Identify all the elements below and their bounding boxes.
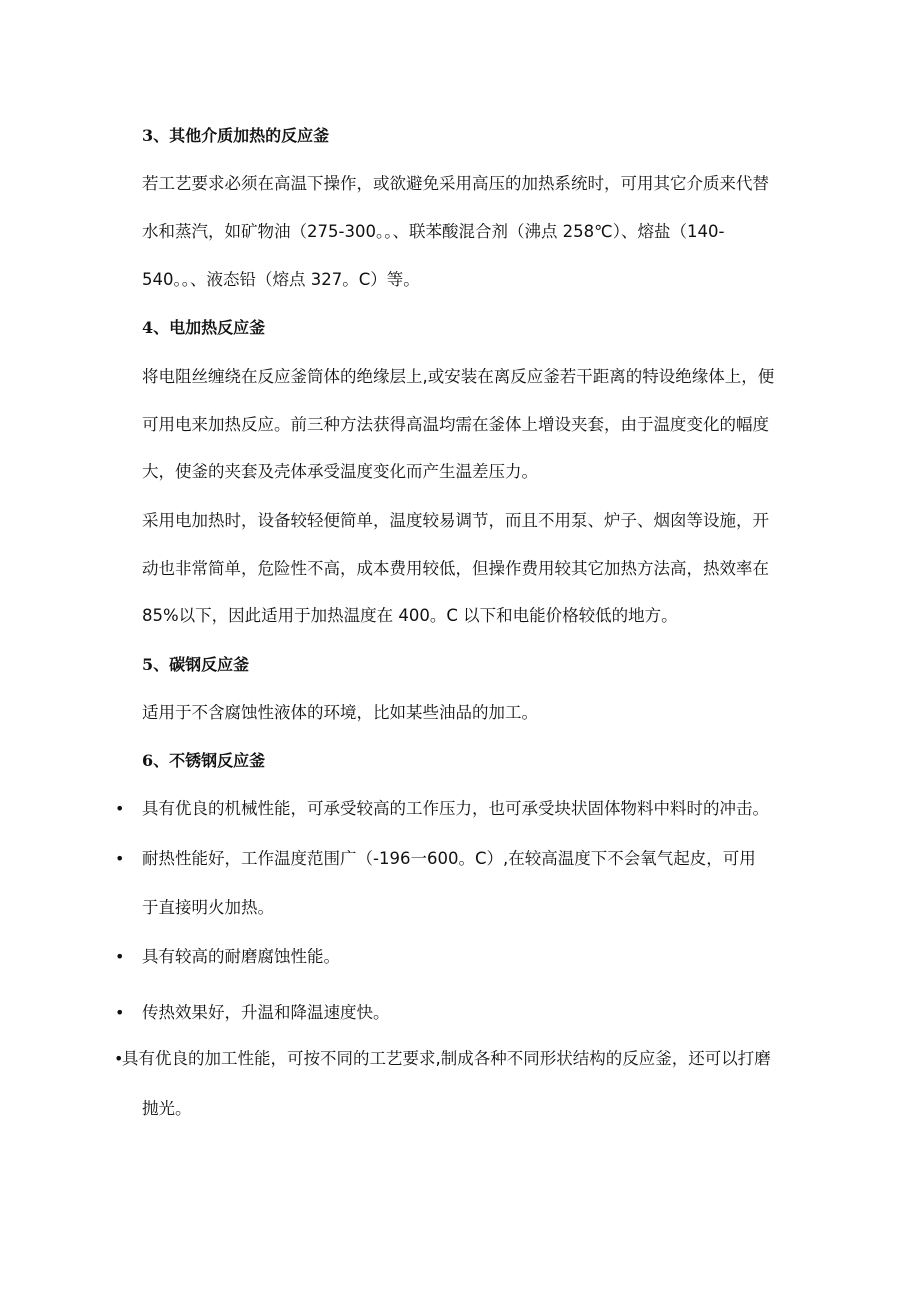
section-4-line-6: 85%以下，因此适用于加热温度在 400。C 以下和电能价格较低的地方。	[142, 606, 678, 625]
bullet-3-text: 具有较高的耐磨腐蚀性能。	[142, 947, 340, 966]
section-4-line-5: 动也非常简单，危险性不高，成本费用较低，但操作费用较其它加热方法高，热效率在	[142, 559, 769, 578]
section-3-line-1: 若工艺要求必须在高温下操作，或欲避免采用高压的加热系统时，可用其它介质来代替	[142, 174, 769, 193]
bullet-marker: •	[115, 849, 125, 868]
bullet-1-text: 具有优良的机械性能，可承受较高的工作压力，也可承受块状固体物料中料时的冲击。	[142, 799, 769, 818]
section-4-line-2: 可用电来加热反应。前三种方法获得高温均需在釜体上增设夹套，由于温度变化的幅度	[142, 415, 769, 434]
bullet-2-text-line-1: 耐热性能好，工作温度范围广（-196一600。C）,在较高温度下不会氧气起皮，可用	[142, 849, 756, 868]
section-4-line-1: 将电阻丝缠绕在反应釜筒体的绝缘层上,或安装在离反应釜若干距离的特设绝缘体上，便	[142, 367, 775, 386]
section-5-line-1: 适用于不含腐蚀性液体的环境，比如某些油品的加工。	[142, 703, 538, 722]
section-4-line-3: 大，使釜的夹套及壳体承受温度变化而产生温差压力。	[142, 462, 538, 481]
section-4-line-4: 采用电加热时，设备较轻便简单，温度较易调节，而且不用泵、炉子、烟囱等设施，开	[142, 511, 769, 530]
bullet-marker: •	[115, 947, 125, 966]
bullet-marker: •	[115, 799, 125, 818]
bullet-5-text-line-2: 抛光。	[142, 1099, 192, 1118]
section-4-heading: 4、电加热反应釜	[142, 318, 266, 337]
bullet-5-text-line-1: 具有优良的加工性能，可按不同的工艺要求,制成各种不同形状结构的反应釜，还可以打磨	[122, 1049, 771, 1068]
bullet-marker: •	[115, 1003, 125, 1022]
bullet-marker: •	[114, 1049, 124, 1068]
section-3-line-3: 540。。、液态铅（熔点 327。C）等。	[142, 270, 420, 289]
section-6-heading: 6、不锈钢反应釜	[142, 751, 266, 770]
section-3-heading: 3、其他介质加热的反应釜	[142, 126, 330, 145]
bullet-2-text-line-2: 于直接明火加热。	[142, 898, 274, 917]
section-5-heading: 5、碳钢反应釜	[142, 655, 250, 674]
section-3-line-2: 水和蒸汽，如矿物油（275-300。。、联苯酸混合剂（沸点 258℃）、熔盐（140-	[142, 222, 725, 241]
bullet-4-text: 传热效果好，升温和降温速度快。	[142, 1003, 390, 1022]
